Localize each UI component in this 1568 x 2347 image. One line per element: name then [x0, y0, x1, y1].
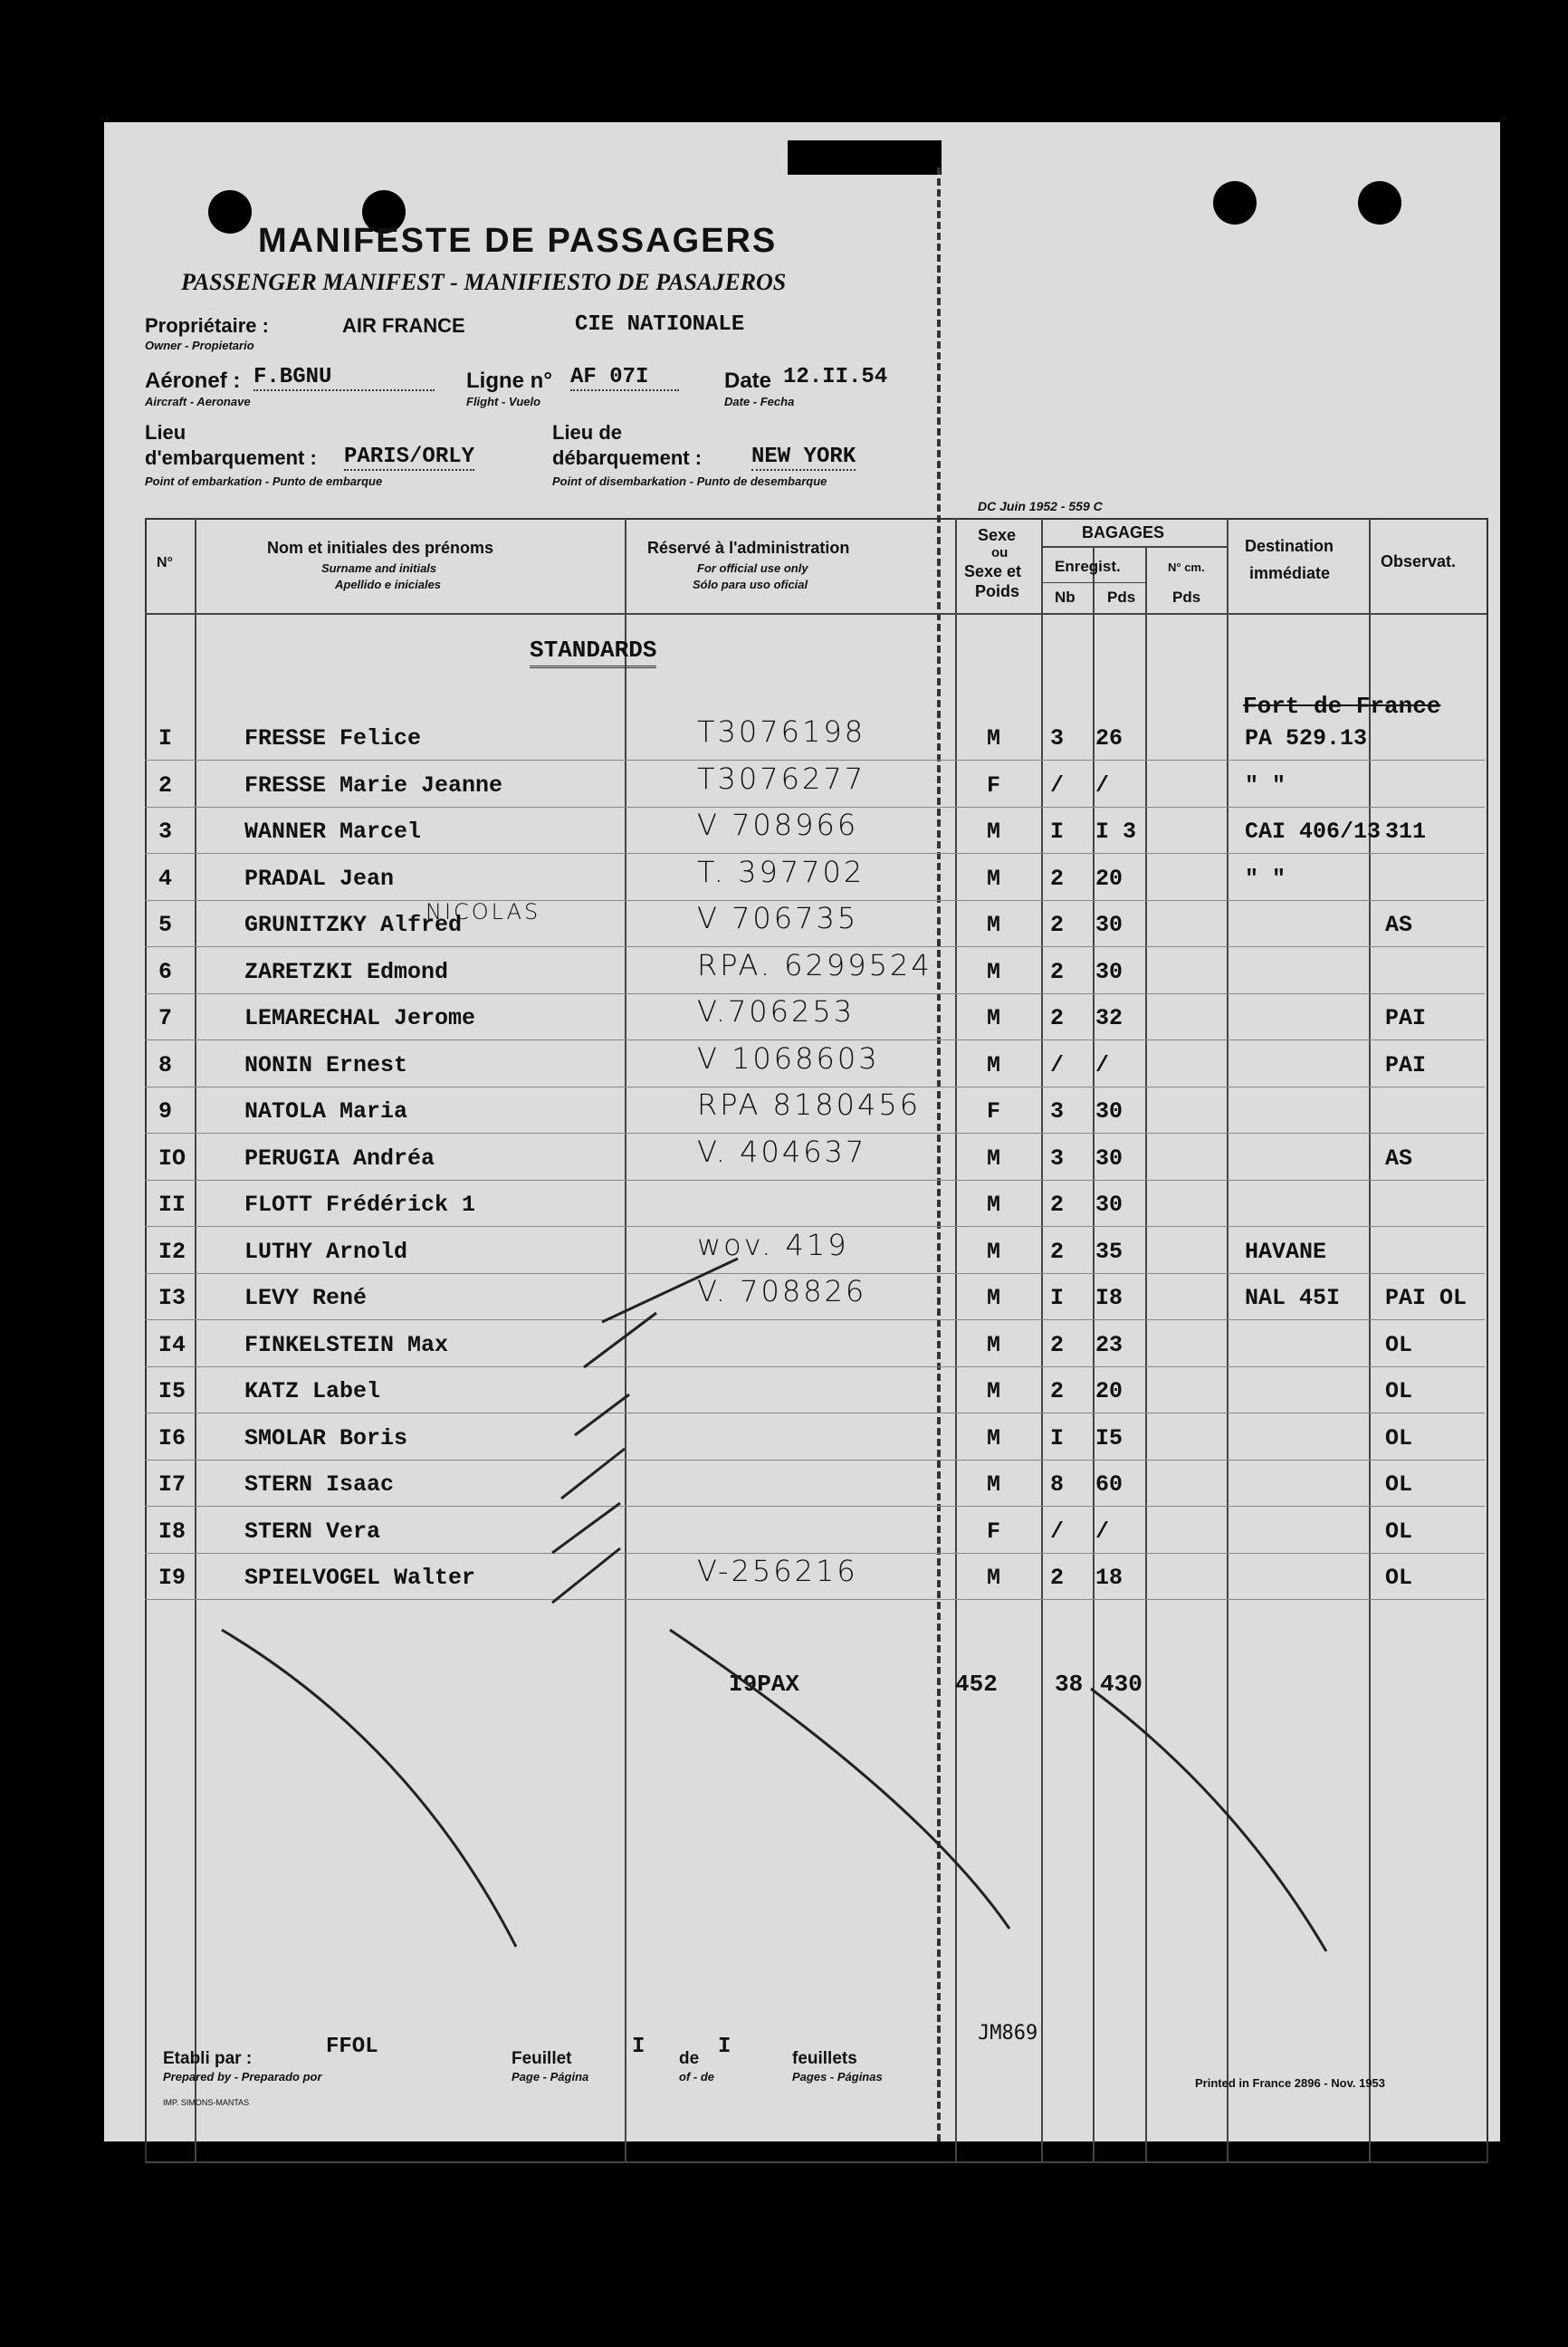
header-name: Nom et initiales des prénoms [267, 539, 494, 557]
baggage-count: 2 [1050, 1192, 1065, 1218]
passenger-name: LEMARECHAL Jerome [244, 1005, 476, 1031]
passenger-name: PERUGIA Andréa [244, 1145, 435, 1172]
passenger-name: NONIN Ernest [244, 1051, 408, 1078]
row-number: 9 [158, 1098, 173, 1125]
header-no: N° [157, 555, 173, 570]
passenger-name: LEVY René [244, 1285, 368, 1311]
passenger-name: STERN Isaac [244, 1471, 395, 1498]
baggage-count: 2 [1050, 1565, 1065, 1591]
passenger-name: STERN Vera [244, 1518, 381, 1545]
admin-number: V.706253 [697, 994, 856, 1029]
header-destination: Destination [1245, 537, 1334, 555]
cancel-stroke [584, 1313, 656, 1367]
baggage-weight: / [1095, 1518, 1110, 1545]
passenger-sex: M [987, 1378, 1001, 1404]
passenger-sex: M [987, 1565, 1001, 1591]
admin-number: RPA. 6299524 [697, 947, 932, 982]
of-value: I [718, 2035, 731, 2059]
header-pds-2: Pds [1172, 589, 1201, 606]
sheets-sublabel: Pages - Páginas [792, 2070, 883, 2084]
passenger-name: GRUNITZKY Alfred [244, 912, 463, 938]
row-number: II [158, 1192, 186, 1218]
passenger-name: PRADAL Jean [244, 865, 395, 892]
baggage-count: 3 [1050, 1145, 1065, 1172]
passenger-sex: M [987, 1331, 1001, 1358]
baggage-count: / [1050, 1051, 1065, 1078]
header-sex: Sexe [978, 526, 1017, 544]
header-observations: Observat. [1381, 552, 1457, 570]
of-label: de [679, 2049, 700, 2068]
passenger-name: ZARETZKI Edmond [244, 958, 449, 985]
total-pax: I9PAX [729, 1671, 800, 1698]
observation: OL [1385, 1378, 1413, 1404]
passenger-sex: M [987, 819, 1001, 845]
prepared-value: FFOL [326, 2035, 378, 2059]
passenger-sex: M [987, 1424, 1001, 1451]
cancel-stroke [1091, 1689, 1326, 1951]
baggage-count: 2 [1050, 912, 1065, 938]
disembark-label-1: Lieu de [552, 421, 623, 444]
passenger-sex: M [987, 912, 1001, 938]
admin-number: V 706735 [697, 901, 859, 935]
row-number: I8 [158, 1518, 186, 1545]
baggage-weight: I 3 [1095, 819, 1137, 845]
header-admin: Réservé à l'administration [647, 539, 850, 557]
cancel-strokes [104, 122, 1500, 2141]
admin-number: V. 404637 [697, 1134, 867, 1169]
cancel-stroke [561, 1449, 625, 1499]
cancel-stroke [552, 1548, 620, 1603]
disembark-sublabel: Point of disembarkation - Punto de desembarque [552, 474, 827, 488]
passenger-name: FINKELSTEIN Max [244, 1331, 449, 1358]
row-number: 5 [158, 912, 173, 938]
observation: OL [1385, 1331, 1413, 1358]
disembark-label-2: débarquement : [552, 446, 703, 469]
admin-number: T3076277 [697, 761, 866, 796]
owner-label: Propriétaire : [145, 314, 269, 337]
destination: " " [1245, 865, 1286, 892]
line-value: AF 07I [570, 365, 679, 391]
disembark-value: NEW YORK [751, 445, 856, 469]
passenger-name: NATOLA Maria [244, 1098, 408, 1125]
baggage-weight: 32 [1095, 1005, 1123, 1031]
header-admin-es: Sólo para uso oficial [693, 578, 808, 591]
page-title: MANIFESTE DE PASSAGERS [258, 222, 778, 260]
observation: OL [1385, 1424, 1413, 1451]
row-number: I5 [158, 1378, 186, 1404]
baggage-weight: 30 [1095, 1145, 1123, 1172]
baggage-weight: 20 [1095, 1378, 1123, 1404]
row-number: I6 [158, 1424, 186, 1451]
passenger-name: SMOLAR Boris [244, 1424, 408, 1451]
row-number: 8 [158, 1051, 173, 1078]
owner-sublabel: Owner - Propietario [145, 339, 254, 352]
destination: CAI 406/13 [1245, 819, 1382, 845]
baggage-weight: 60 [1095, 1471, 1123, 1498]
owner-extra: CIE NATIONALE [575, 312, 745, 337]
header-pds: Pds [1107, 589, 1136, 606]
prepared-label: Etabli par : [163, 2049, 253, 2068]
row-number: IO [158, 1145, 186, 1172]
header-baggage: BAGAGES [1082, 523, 1165, 541]
passenger-sex: M [987, 865, 1001, 892]
passenger-sex: M [987, 1238, 1001, 1265]
observation: PAI [1385, 1005, 1427, 1031]
cancel-stroke [602, 1259, 738, 1322]
baggage-count: / [1050, 771, 1065, 799]
embark-sublabel: Point of embarkation - Punto de embarque [145, 474, 383, 488]
observation: 311 [1385, 819, 1427, 845]
baggage-count: 2 [1050, 1238, 1065, 1265]
admin-number: V 1068603 [697, 1040, 880, 1076]
admin-number: V. 708826 [697, 1274, 867, 1308]
header-immediate: immédiate [1249, 564, 1331, 582]
total-baggage-weight: 430 [1100, 1671, 1143, 1698]
header-name-en: Surname and initials [321, 561, 437, 575]
sheet-value: I [632, 2035, 645, 2059]
cancel-stroke [222, 1630, 516, 1947]
header-sex-and: Sexe et [964, 562, 1022, 580]
passenger-sex: F [987, 1518, 1001, 1545]
baggage-count: I [1050, 819, 1065, 845]
baggage-weight: 23 [1095, 1331, 1123, 1358]
observation: AS [1385, 1145, 1413, 1172]
row-number: I [158, 725, 173, 752]
observation: OL [1385, 1518, 1413, 1545]
observation: PAI OL [1385, 1285, 1468, 1311]
section-label: STANDARDS [530, 637, 656, 668]
passenger-name: FRESSE Felice [244, 725, 422, 752]
line-sublabel: Flight - Vuelo [466, 395, 541, 408]
destination-header: Fort de France [1243, 693, 1441, 720]
baggage-count: 8 [1050, 1471, 1065, 1498]
date-label: Date [724, 369, 772, 393]
baggage-weight: 26 [1095, 725, 1123, 752]
baggage-count: 2 [1050, 1378, 1065, 1404]
row-number: 2 [158, 771, 173, 799]
baggage-count: 3 [1050, 1098, 1065, 1125]
baggage-count: 2 [1050, 1005, 1065, 1031]
cancel-stroke [552, 1503, 620, 1553]
passenger-sex: M [987, 1145, 1001, 1172]
destination: NAL 45I [1245, 1285, 1341, 1311]
baggage-weight: I8 [1095, 1285, 1123, 1311]
baggage-count: 3 [1050, 725, 1065, 752]
row-number: I4 [158, 1331, 186, 1358]
header-nb: Nb [1055, 589, 1076, 606]
header-registered: Enregist. [1055, 558, 1121, 575]
of-sublabel: of - de [679, 2070, 714, 2084]
owner-company: AIR FRANCE [342, 314, 465, 337]
destination: PA 529.13 [1245, 725, 1368, 752]
row-number: I9 [158, 1565, 186, 1591]
passenger-sex: F [987, 1098, 1001, 1125]
footer-divider [145, 2161, 1487, 2163]
passenger-sex: M [987, 1005, 1001, 1031]
row-number: 4 [158, 865, 173, 892]
row-number: 3 [158, 819, 173, 845]
sheet-label: Feuillet [512, 2049, 572, 2068]
header-name-es: Apellido e iniciales [335, 578, 442, 591]
baggage-count: 2 [1050, 865, 1065, 892]
passenger-name: SPIELVOGEL Walter [244, 1565, 476, 1591]
admin-number: wov. 419 [697, 1227, 849, 1262]
aircraft-label: Aéronef : [145, 369, 241, 393]
baggage-weight: 20 [1095, 865, 1123, 892]
baggage-weight: / [1095, 1051, 1110, 1078]
baggage-weight: 30 [1095, 912, 1123, 938]
baggage-weight: 18 [1095, 1565, 1123, 1591]
aircraft-value: F.BGNU [253, 365, 435, 391]
admin-number: T. 397702 [697, 854, 865, 889]
baggage-weight: 30 [1095, 1192, 1123, 1218]
destination: " " [1245, 771, 1286, 799]
prepared-sublabel: Prepared by - Preparado por [163, 2070, 322, 2084]
baggage-count: / [1050, 1518, 1065, 1545]
line-label: Ligne n° [466, 369, 552, 393]
baggage-weight: / [1095, 771, 1110, 799]
handwritten-annotation: NICOLAS [425, 899, 541, 924]
embark-label-2: d'embarquement : [145, 446, 317, 469]
embark-value: PARIS/ORLY [344, 445, 475, 469]
row-number: I2 [158, 1238, 186, 1265]
header-sex-or: ou [991, 545, 1009, 560]
passenger-name: LUTHY Arnold [244, 1238, 408, 1265]
passenger-name: KATZ Label [244, 1378, 381, 1404]
row-number: 6 [158, 958, 173, 985]
passenger-sex: M [987, 958, 1001, 985]
observation: PAI [1385, 1051, 1427, 1078]
passenger-sex: M [987, 1192, 1001, 1218]
baggage-weight: 30 [1095, 958, 1123, 985]
admin-number: V-256216 [697, 1554, 858, 1588]
observation: OL [1385, 1471, 1413, 1498]
aircraft-sublabel: Aircraft - Aeronave [145, 395, 251, 408]
total-weight: 452 [955, 1671, 998, 1698]
baggage-count: 2 [1050, 1331, 1065, 1358]
passenger-sex: M [987, 1285, 1001, 1311]
manifest-sheet [104, 122, 1500, 2141]
admin-number: V 708966 [697, 808, 859, 842]
printed-note: Printed in France 2896 - Nov. 1953 [1195, 2076, 1386, 2090]
passenger-name: WANNER Marcel [244, 819, 422, 845]
page-subtitle: PASSENGER MANIFEST - MANIFIESTO DE PASAJEROS [181, 269, 787, 295]
date-value: 12.II.54 [783, 365, 888, 389]
passenger-sex: M [987, 725, 1001, 752]
baggage-weight: 30 [1095, 1098, 1123, 1125]
total-baggage-count: 38 [1055, 1671, 1084, 1698]
baggage-count: I [1050, 1424, 1065, 1451]
sheet-sublabel: Page - Página [512, 2070, 589, 2084]
embark-label-1: Lieu [145, 421, 186, 444]
imprint-note: IMP. SIMONS-MANTAS [163, 2098, 250, 2107]
observation: OL [1385, 1565, 1413, 1591]
row-number: 7 [158, 1005, 173, 1031]
baggage-count: I [1050, 1285, 1065, 1311]
date-sublabel: Date - Fecha [724, 395, 795, 408]
passenger-sex: F [987, 771, 1001, 799]
admin-number: RPA 8180456 [697, 1087, 922, 1122]
sheets-label: feuillets [792, 2049, 857, 2068]
row-number: I3 [158, 1285, 186, 1311]
passenger-name: FLOTT Frédérick 1 [244, 1192, 476, 1218]
destination: HAVANE [1245, 1238, 1327, 1265]
baggage-weight: 35 [1095, 1238, 1123, 1265]
passenger-name: FRESSE Marie Jeanne [244, 771, 503, 799]
observation: AS [1385, 912, 1413, 938]
header-weight: Poids [975, 582, 1020, 600]
stamp-code: JM869 [978, 2022, 1038, 2045]
baggage-count: 2 [1050, 958, 1065, 985]
passenger-sex: M [987, 1471, 1001, 1498]
cancel-stroke [575, 1394, 629, 1435]
header-no-cm: N° cm. [1168, 560, 1205, 574]
passenger-sex: M [987, 1051, 1001, 1078]
admin-number: T3076198 [697, 714, 866, 749]
row-number: I7 [158, 1471, 186, 1498]
cancel-stroke [670, 1630, 1009, 1929]
form-code: DC Juin 1952 - 559 C [978, 499, 1103, 513]
baggage-weight: I5 [1095, 1424, 1123, 1451]
header-admin-en: For official use only [697, 561, 808, 575]
